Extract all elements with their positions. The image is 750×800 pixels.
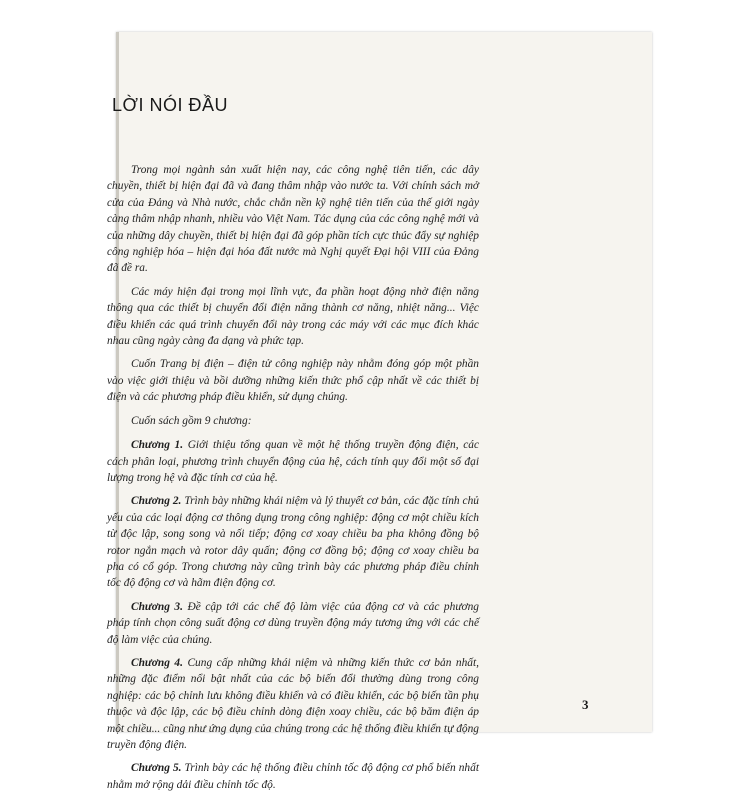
chapter-1-paragraph: [107, 437, 479, 486]
chapter-4-paragraph: [107, 655, 479, 753]
chapter-5-text: Trình bày các hệ thống điều chỉnh tốc độ động cơ phổ biến nhất nhằm mở rộng dải điều chỉnh tốc độ.: [107, 762, 479, 791]
paragraph-machines: Các máy hiện đại trong mọi lĩnh vực, đa phần hoạt động nhờ điện năng thông qua các thiết bị chuyển đổi điện năng thành cơ năng, nhiệt năng... Việc điều khiển các quá trình chuyển đổi này trong các máy với các mục đích khác nhau cũng ngày càng đa dạng và phức tạp.: [107, 285, 479, 348]
chapter-4-label: Chương 4.: [131, 656, 183, 669]
chapter-3-label: Chương 3.: [131, 600, 183, 613]
chapter-5-label: Chương 5.: [131, 762, 182, 775]
preface-body: [107, 162, 479, 800]
chapter-3-paragraph: [107, 599, 479, 648]
chapter-2-label: Chương 2.: [131, 495, 182, 508]
chapter-4-text: Cung cấp những khái niệm và những kiến thức cơ bản nhất, những đặc điểm nổi bật nhất của các bộ biến đổi thường dùng trong công nghiệp: các bộ chỉnh lưu không điều khiển và có điều khiển, các bộ biến tần phụ thuộc và độc lập, các bộ điều chỉnh dòng điện xoay chiều, các bộ băm điện áp một chiều... cũng như ứng dụng của chúng trong các hệ thống điều khiển tự động truyền động điện.: [107, 656, 479, 751]
page-heading: LỜI NÓI ĐẦU: [112, 95, 228, 115]
chapter-5-paragraph: [107, 760, 479, 793]
chapter-1-label: Chương 1.: [131, 439, 184, 452]
paragraph-book-purpose: Cuốn Trang bị điện – điện tử công nghiệp này nhằm đóng góp một phần vào việc giới thiệu và bồi dưỡng những kiến thức phổ cập nhất về các thiết bị điện và các phương pháp điều khiển, sử dụng chúng.: [107, 358, 479, 404]
page-number: 3: [582, 697, 589, 712]
chapter-1-text: Giới thiệu tổng quan về một hệ thống truyền động điện, các cách phân loại, phương trình chuyển động của hệ, cách tính quy đổi một số đại lượng trong hệ và đặc tính cơ của hệ.: [107, 439, 480, 484]
chapter-2-paragraph: [107, 493, 479, 591]
chapter-2-text: Trình bày những khái niệm và lý thuyết cơ bản, các đặc tính chủ yếu của các loại động cơ thông dụng trong công nghiệp: động cơ một chiều kích từ độc lập, song song và nối tiếp; động cơ xoay chiều ba pha không đồng bộ rotor ngắn mạch và rotor dây quấn; động cơ đồng bộ; động cơ xoay chiều ba pha có cổ góp. Trong chương này cũng trình bày các phương pháp điều chỉnh tốc độ động cơ và hãm điện động cơ.: [107, 495, 479, 590]
paragraph-intro: Trong mọi ngành sản xuất hiện nay, các công nghệ tiên tiến, các dây chuyền, thiết bị hiện đại đã và đang thâm nhập vào nước ta. Với chính sách mở cửa của Đảng và Nhà nước, chắc chắn nền kỹ nghệ tiên tiến của thế giới ngày càng thâm nhập nhanh, nhiều vào Việt Nam. Tác dụng của các công nghệ mới và của những dây chuyền, thiết bị hiện đại đã góp phần tích cực thúc đẩy sự nghiệp công nghiệp hóa – hiện đại hóa đất nước mà Nghị quyết Đại hội VIII của Đảng đã đề ra.: [107, 164, 479, 275]
chapter-3-text: Đề cập tới các chế độ làm việc của động cơ và các phương pháp tính chọn công suất động cơ dùng truyền động máy tương ứng với các chế độ làm việc của chúng.: [107, 600, 479, 646]
paragraph-chapter-count: Cuốn sách gồm 9 chương:: [131, 414, 252, 427]
